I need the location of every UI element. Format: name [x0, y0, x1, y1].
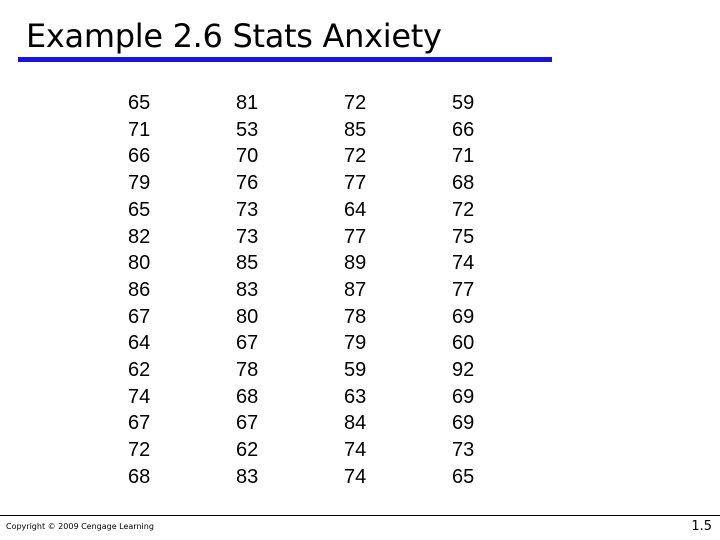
table-cell: 74 — [344, 465, 367, 488]
table-cell: 79 — [344, 332, 367, 355]
table-cell: 83 — [236, 278, 259, 301]
table-cell: 89 — [344, 252, 367, 275]
table-cell: 67 — [128, 305, 151, 328]
table-cell: 82 — [128, 225, 151, 248]
table-cell: 69 — [452, 412, 475, 435]
table-cell: 77 — [452, 278, 475, 301]
table-row — [128, 304, 492, 331]
table-cell: 74 — [452, 252, 475, 275]
table-row — [128, 170, 492, 197]
page-number: 1.5 — [691, 519, 712, 534]
table-cell: 63 — [344, 385, 367, 408]
table-cell: 72 — [344, 145, 367, 168]
table-cell: 92 — [452, 359, 475, 382]
table-cell: 67 — [236, 412, 259, 435]
table-cell: 78 — [344, 305, 367, 328]
table-cell: 71 — [128, 118, 151, 141]
table-cell: 70 — [236, 145, 259, 168]
table-row — [128, 357, 492, 384]
table-cell: 60 — [452, 332, 475, 355]
table-cell: 73 — [452, 439, 475, 462]
table-cell: 77 — [344, 172, 367, 195]
table-cell: 64 — [344, 198, 367, 221]
table-row — [128, 224, 492, 251]
table-cell: 72 — [452, 198, 475, 221]
table-cell: 67 — [128, 412, 151, 435]
table-cell: 68 — [452, 172, 475, 195]
table-cell: 59 — [452, 92, 475, 114]
table-row — [128, 277, 492, 304]
data-table — [128, 90, 492, 491]
table-cell: 85 — [344, 118, 367, 141]
table-row — [128, 90, 492, 117]
table-cell: 86 — [128, 278, 151, 301]
table-cell: 59 — [344, 359, 367, 382]
table-cell: 79 — [128, 172, 151, 195]
table-cell: 77 — [344, 225, 367, 248]
table-row — [128, 250, 492, 277]
table-cell: 66 — [452, 118, 475, 141]
table-cell: 62 — [128, 359, 151, 382]
table-cell: 72 — [344, 92, 367, 114]
table-cell: 75 — [452, 225, 475, 248]
table-cell: 67 — [236, 332, 259, 355]
table-cell: 53 — [236, 118, 259, 141]
table-cell: 68 — [236, 385, 259, 408]
table-cell: 64 — [128, 332, 151, 355]
table-cell: 83 — [236, 465, 259, 488]
table-cell: 69 — [452, 385, 475, 408]
table-cell: 71 — [452, 145, 475, 168]
table-cell: 81 — [236, 92, 259, 114]
table-row — [128, 464, 492, 491]
table-cell: 73 — [236, 198, 259, 221]
table-cell: 72 — [128, 439, 151, 462]
table-cell: 76 — [236, 172, 259, 195]
table-cell: 85 — [236, 252, 259, 275]
table-cell: 65 — [452, 465, 475, 488]
table-cell: 87 — [344, 278, 367, 301]
table-cell: 62 — [236, 439, 259, 462]
table-row — [128, 384, 492, 411]
table-cell: 68 — [128, 465, 151, 488]
table-cell: 69 — [452, 305, 475, 328]
table-cell: 74 — [128, 385, 151, 408]
slide-title: Example 2.6 Stats Anxiety — [26, 17, 442, 55]
table-row — [128, 117, 492, 144]
copyright-text: Copyright © 2009 Cengage Learning — [6, 522, 154, 531]
table-cell: 73 — [236, 225, 259, 248]
table-cell: 80 — [236, 305, 259, 328]
table-cell: 80 — [128, 252, 151, 275]
data-table-body — [128, 90, 492, 491]
table-cell: 78 — [236, 359, 259, 382]
table-cell: 66 — [128, 145, 151, 168]
table-cell: 65 — [128, 198, 151, 221]
table-cell: 74 — [344, 439, 367, 462]
table-cell: 65 — [128, 92, 151, 114]
table-row — [128, 437, 492, 464]
table-row — [128, 143, 492, 170]
table-row — [128, 197, 492, 224]
title-underline — [18, 57, 552, 62]
footer-rule — [0, 515, 720, 516]
table-row — [128, 330, 492, 357]
table-cell: 84 — [344, 412, 367, 435]
table-row — [128, 410, 492, 437]
